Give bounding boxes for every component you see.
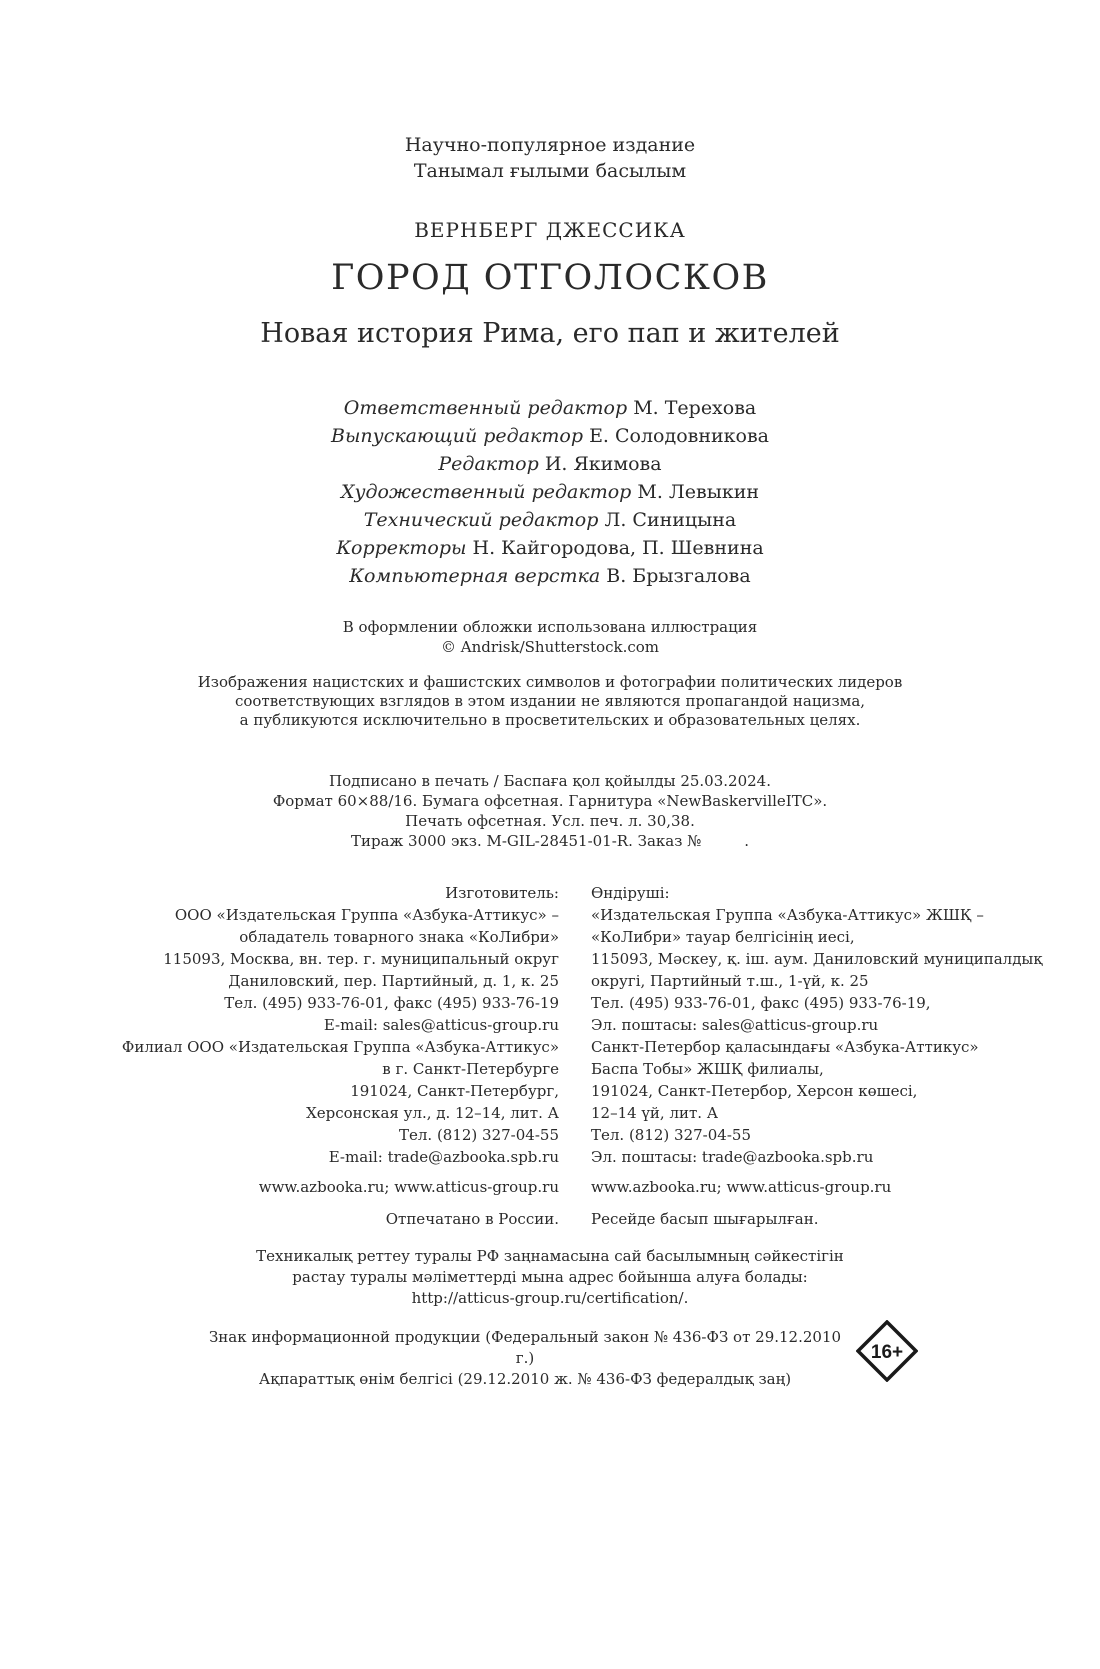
- credit-role: Технический редактор: [363, 509, 599, 531]
- info-sign-ru: Знак информационной продукции (Федеральный закон № 436-ФЗ от 29.12.2010 г.): [208, 1328, 842, 1367]
- branch-ru-line: 191024, Санкт-Петербург,: [350, 1082, 559, 1100]
- age-rating-badge: [856, 1320, 918, 1382]
- credit-role: Корректоры: [336, 537, 467, 559]
- credit-line: [0, 506, 1100, 534]
- credit-name: М. Терехова: [633, 397, 757, 419]
- book-subtitle: Новая история Рима, его пап и жителей: [260, 318, 840, 349]
- branch-ru-email: E-mail: trade@azbooka.spb.ru: [328, 1148, 559, 1166]
- manufacturer-kz: [591, 882, 1042, 1036]
- credit-name: Е. Солодовникова: [589, 425, 769, 447]
- manufacturer-kz-line: «КоЛибри» тауар белгісінің иесі,: [591, 928, 855, 946]
- credit-role: Художественный редактор: [340, 481, 632, 503]
- branch-kz-line: 12–14 үй, лит. А: [591, 1104, 719, 1122]
- branch-kz-line: Тел. (812) 327-04-55: [591, 1126, 751, 1144]
- printed-in-block: [0, 1208, 1100, 1238]
- branch-kz-line: Баспа Тобы» ЖШҚ филиалы,: [591, 1060, 824, 1078]
- credit-line: [0, 394, 1100, 422]
- info-product-sign: [200, 1327, 850, 1390]
- print-info-line: Подписано в печать / Баспаға қол қойылды 25.03.2024.: [329, 772, 771, 790]
- age-rating-text: 16+: [870, 1342, 904, 1363]
- manufacturer-block: [0, 882, 1100, 1036]
- tech-reg-line: Техникалық реттеу туралы РФ заңнамасына сай басылымның сәйкестігін: [256, 1247, 844, 1265]
- credit-role: Компьютерная верстка: [349, 565, 601, 587]
- credit-name: М. Левыкин: [637, 481, 760, 503]
- credit-role: Выпускающий редактор: [331, 425, 584, 447]
- credit-name: В. Брызгалова: [606, 565, 751, 587]
- tech-regulation-note: [0, 1246, 1100, 1309]
- printed-in-kz: Ресейде басып шығарылған.: [591, 1210, 819, 1228]
- branch-kz-line: 191024, Санкт-Петербор, Херсон көшесі,: [591, 1082, 918, 1100]
- manufacturer-kz-line: Тел. (495) 933-76-01, факс (495) 933-76-19,: [591, 994, 931, 1012]
- credit-name: И. Якимова: [544, 453, 662, 475]
- book-title: ГОРОД ОТГОЛОСКОВ: [331, 258, 769, 298]
- print-info: [0, 771, 1100, 851]
- manufacturer-kz-line: округі, Партийный т.ш., 1-үй, к. 25: [591, 972, 869, 990]
- publisher-columns: [0, 882, 1100, 1238]
- branch-ru-line: Херсонская ул., д. 12–14, лит. А: [306, 1104, 559, 1122]
- tech-reg-line: растау туралы мәліметтерді мына адрес бойынша алуға болады:: [292, 1268, 808, 1286]
- manufacturer-ru-line: 115093, Москва, вн. тер. г. муниципальный округ: [163, 950, 559, 968]
- credit-name: Н. Кайгородова, П. Шевнина: [472, 537, 764, 559]
- manufacturer-kz-line: Өндіруші:: [591, 884, 670, 902]
- manufacturer-ru-line: Тел. (495) 933-76-01, факс (495) 933-76-19: [224, 994, 559, 1012]
- credits-list: [0, 394, 1100, 590]
- disclaimer-line: а публикуются исключительно в просветительских и образовательных целях.: [239, 711, 861, 729]
- disclaimer-line: соответствующих взглядов в этом издании не являются пропагандой нацизма,: [234, 692, 866, 710]
- branch-ru-line: Тел. (812) 327-04-55: [399, 1126, 559, 1144]
- websites-block: [0, 1176, 1100, 1208]
- branch-ru-line: в г. Санкт-Петербурге: [382, 1060, 559, 1078]
- genre-ru: Научно-популярное издание: [404, 134, 696, 156]
- credit-line: [0, 534, 1100, 562]
- branch-block: [0, 1036, 1100, 1176]
- manufacturer-kz-line: 115093, Мәскеу, қ. іш. аум. Даниловский муниципалдық: [591, 950, 1043, 968]
- branch-ru: [122, 1036, 559, 1168]
- branch-kz-email: Эл. поштасы: trade@azbooka.spb.ru: [591, 1148, 874, 1166]
- websites-kz: www.azbooka.ru; www.atticus-group.ru: [591, 1178, 892, 1196]
- credit-name: Л. Синицына: [604, 509, 737, 531]
- print-info-line: Печать офсетная. Усл. печ. л. 30,38.: [405, 812, 695, 830]
- credit-line: [0, 562, 1100, 590]
- printed-in-ru: Отпечатано в России.: [385, 1210, 559, 1228]
- cover-note-copyright: © Andrisk/Shutterstock.com: [440, 638, 660, 656]
- cover-note-line: В оформлении обложки использована иллюстрация: [342, 618, 758, 636]
- disclaimer: [0, 673, 1100, 730]
- manufacturer-ru-line: Даниловский, пер. Партийный, д. 1, к. 25: [228, 972, 559, 990]
- credit-role: Редактор: [438, 453, 539, 475]
- branch-ru-line: Филиал ООО «Издательская Группа «Азбука-Аттикус»: [121, 1038, 559, 1056]
- disclaimer-line: Изображения нацистских и фашистских символов и фотографии политических лидеров: [197, 673, 903, 691]
- credit-line: [0, 478, 1100, 506]
- manufacturer-ru-email: E-mail: sales@atticus-group.ru: [323, 1016, 559, 1034]
- credit-line: [0, 450, 1100, 478]
- certification-link: http://atticus-group.ru/certification/.: [411, 1289, 689, 1307]
- genre-kz: Танымал ғылыми басылым: [413, 160, 687, 182]
- manufacturer-ru-line: ООО «Издательская Группа «Азбука-Аттикус» –: [174, 906, 559, 924]
- print-info-line: Формат 60×88/16. Бумага офсетная. Гарнитура «NewBaskervilleITC».: [272, 792, 828, 810]
- credit-role: Ответственный редактор: [343, 397, 628, 419]
- websites-ru: www.azbooka.ru; www.atticus-group.ru: [258, 1178, 559, 1196]
- genre-block: [0, 132, 1100, 184]
- manufacturer-ru-line: обладатель товарного знака «КоЛибри»: [239, 928, 559, 946]
- manufacturer-kz-line: «Издательская Группа «Азбука-Аттикус» ЖШҚ –: [591, 906, 984, 924]
- branch-kz-line: Санкт-Петербор қаласындағы «Азбука-Аттикус»: [591, 1038, 979, 1056]
- manufacturer-ru-line: Изготовитель:: [445, 884, 559, 902]
- manufacturer-ru: [163, 882, 559, 1036]
- manufacturer-kz-email: Эл. поштасы: sales@atticus-group.ru: [591, 1016, 879, 1034]
- branch-kz: [591, 1036, 979, 1168]
- print-info-line: Тираж 3000 экз. M-GIL-28451-01-R. Заказ № .: [350, 832, 750, 850]
- author-name: ВЕРНБЕРГ ДЖЕССИКА: [414, 218, 686, 242]
- credit-line: [0, 422, 1100, 450]
- info-sign-kz: Ақпараттық өнім белгісі (29.12.2010 ж. № 436-ФЗ федералдық заң): [258, 1370, 792, 1388]
- cover-illustration-note: [0, 617, 1100, 657]
